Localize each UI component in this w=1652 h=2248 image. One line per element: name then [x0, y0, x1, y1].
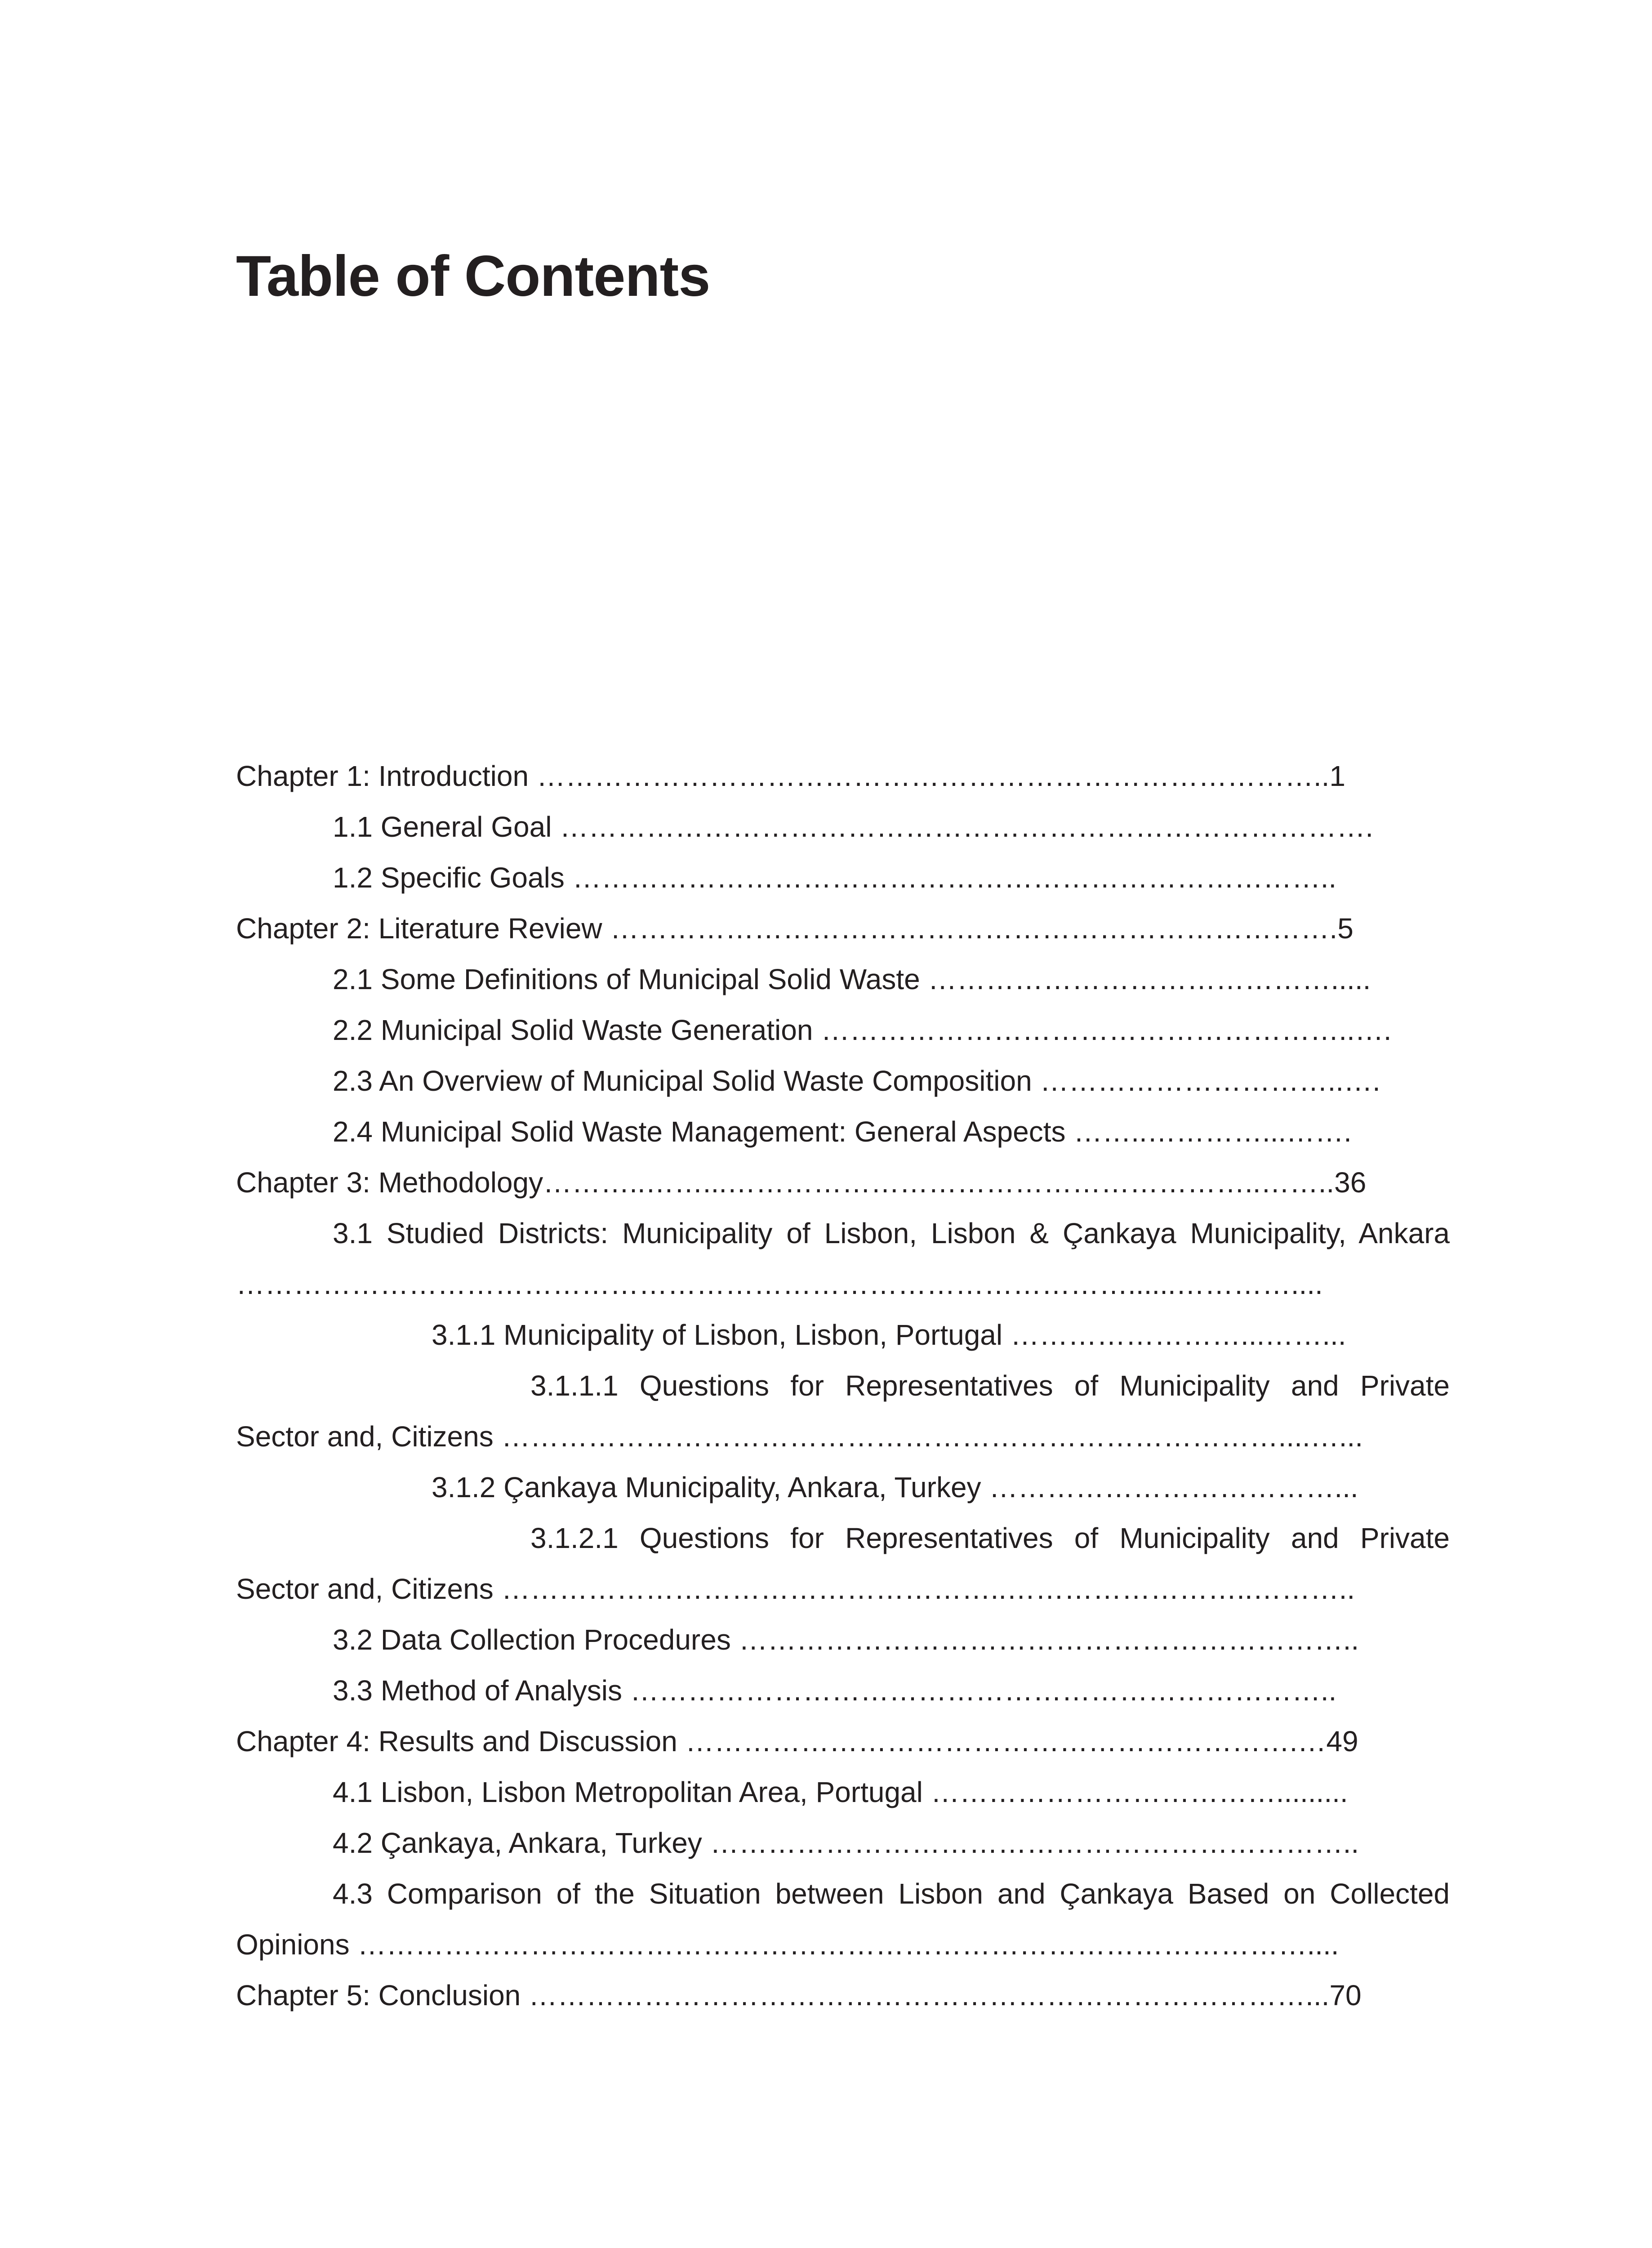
toc-entry-4-3-continued	[236, 1919, 1450, 1970]
toc-entry-4-2	[236, 1818, 1450, 1869]
toc-entry-1-1	[236, 802, 1450, 852]
toc-entry-text: 3.1.1 Municipality of Lisbon, Lisbon, Portugal ……………………...……...	[432, 1319, 1346, 1351]
toc-entry-2-4	[236, 1106, 1450, 1157]
toc-entry-3-1-2-1-continued	[236, 1564, 1450, 1615]
toc-entry-chapter-4	[236, 1716, 1450, 1767]
toc-entry-text: 3.3 Method of Analysis ………………………………………………………………..	[333, 1674, 1337, 1707]
toc-entry-1-2	[236, 852, 1450, 903]
toc-entry-2-3	[236, 1056, 1450, 1106]
toc-entry-text: Chapter 4: Results and Discussion ……………………………………………………….…49	[236, 1725, 1358, 1757]
toc-entry-text: 3.1 Studied Districts: Municipality of Lisbon, Lisbon & Çankaya Municipality, Ankara	[333, 1217, 1450, 1249]
toc-entry-text: Sector and, Citizens ………………………………………………………………………....…...	[236, 1420, 1363, 1453]
toc-entry-3-1-1	[236, 1310, 1450, 1360]
toc-entry-chapter-1	[236, 751, 1450, 802]
toc-entry-chapter-2	[236, 903, 1450, 954]
toc-entry-text: 4.3 Comparison of the Situation between Lisbon and Çankaya Based on Collected	[333, 1878, 1450, 1910]
toc-entry-text: Sector and, Citizens ……………………………………………..……………………..………..	[236, 1573, 1355, 1605]
toc-entry-3-1-1-1	[236, 1360, 1450, 1411]
toc-entry-text: 1.1 General Goal ………………………………………………………………………….	[333, 811, 1373, 843]
toc-entry-text: 3.1.2.1 Questions for Representatives of Municipality and Private	[530, 1522, 1450, 1554]
toc-entry-text: 3.1.1.1 Questions for Representatives of Municipality and Private	[530, 1369, 1450, 1402]
page-title: Table of Contents	[236, 244, 710, 308]
toc-entry-text: 4.2 Çankaya, Ankara, Turkey …………………………………………………………..	[333, 1827, 1359, 1859]
toc-entry-2-1	[236, 954, 1450, 1005]
toc-entry-3-1-2	[236, 1462, 1450, 1513]
toc-entry-text: …………………………………………………………………………………......…………....	[236, 1268, 1323, 1300]
toc-entry-4-3	[236, 1869, 1450, 1919]
toc-entry-chapter-3	[236, 1157, 1450, 1208]
toc-entry-3-2	[236, 1615, 1450, 1665]
toc-entry-text: Chapter 3: Methodology………..……...………………………………………………..……..36	[236, 1166, 1367, 1199]
table-of-contents	[236, 751, 1450, 2021]
toc-entry-text: 1.2 Specific Goals ……………………………………………………………………..	[333, 861, 1337, 894]
toc-entry-3-1	[236, 1208, 1450, 1259]
toc-entry-text: 2.1 Some Definitions of Municipal Solid Waste …………………………………….....	[333, 963, 1371, 995]
toc-entry-chapter-5	[236, 1970, 1450, 2021]
toc-entry-text: Chapter 2: Literature Review ………………………………………………………………….5	[236, 912, 1354, 945]
toc-entry-text: Opinions ………………………………………………………………………………………....	[236, 1928, 1339, 1961]
toc-entry-4-1	[236, 1767, 1450, 1818]
toc-entry-text: 3.2 Data Collection Procedures ………………………………………………………..	[333, 1624, 1359, 1656]
toc-entry-3-3	[236, 1665, 1450, 1716]
toc-entry-text: 3.1.2 Çankaya Municipality, Ankara, Turkey ………………………………...	[432, 1471, 1358, 1503]
toc-entry-text: 2.3 An Overview of Municipal Solid Waste Composition …………………………..….	[333, 1065, 1380, 1097]
toc-entry-text: Chapter 5: Conclusion ………………………………………………………………………...70	[236, 1979, 1362, 2012]
toc-entry-text: 4.1 Lisbon, Lisbon Metropolitan Area, Portugal ……………………………….........	[333, 1776, 1348, 1808]
toc-entry-text: 2.4 Municipal Solid Waste Management: General Aspects ……..…………...…….	[333, 1115, 1352, 1148]
toc-entry-3-1-continued	[236, 1259, 1450, 1310]
toc-entry-2-2	[236, 1005, 1450, 1056]
toc-entry-text: 2.2 Municipal Solid Waste Generation ………………………………………………..….	[333, 1014, 1392, 1046]
toc-entry-text: Chapter 1: Introduction ………………………………………………………………………..1	[236, 760, 1345, 792]
toc-entry-3-1-1-1-continued	[236, 1411, 1450, 1462]
toc-entry-3-1-2-1	[236, 1513, 1450, 1564]
